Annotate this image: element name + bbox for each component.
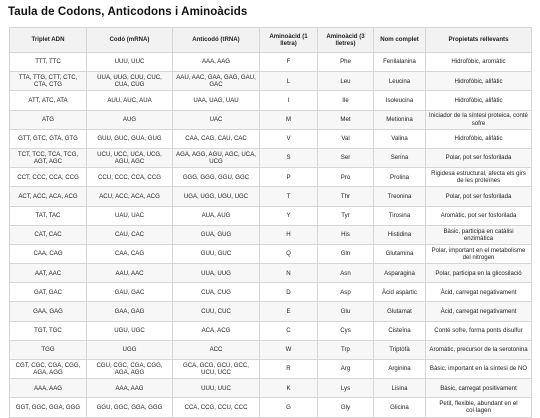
- full-name-cell: Metionina: [374, 110, 426, 129]
- properties-cell: Polar, important en el metabolisme del nitrogen: [426, 244, 532, 263]
- dna-triplet-cell: AAA, AAG: [10, 379, 87, 398]
- full-name-cell: Treonina: [374, 187, 426, 206]
- full-name-cell: Leucina: [374, 72, 426, 91]
- dna-triplet-cell: TAT, TAC: [10, 206, 87, 225]
- page-title: Taula de Codons, Anticodons i Aminoàcids: [8, 6, 248, 18]
- column-header-full-name: Nom complet: [374, 28, 426, 53]
- anticodon-cell: ACC: [173, 340, 260, 359]
- codon-cell: GAU, GAC: [87, 283, 173, 302]
- dna-triplet-cell: TGT, TGC: [10, 321, 87, 340]
- table-row: [10, 360, 532, 379]
- properties-cell: Conté sofre, forma ponts disulfur: [426, 321, 532, 340]
- full-name-cell: Valina: [374, 129, 426, 148]
- codon-cell: UGG: [87, 340, 173, 359]
- aa-three-letter-cell: Ile: [318, 91, 374, 110]
- codon-cell: ACU, ACC, ACA, ACG: [87, 187, 173, 206]
- aa-one-letter-cell: D: [260, 283, 318, 302]
- dna-triplet-cell: GTT, GTC, GTA, GTG: [10, 129, 87, 148]
- codon-table: [9, 27, 532, 418]
- dna-triplet-cell: TTT, TTC: [10, 53, 87, 72]
- aa-one-letter-cell: I: [260, 91, 318, 110]
- aa-three-letter-cell: Gln: [318, 244, 374, 263]
- dna-triplet-cell: AAT, AAC: [10, 264, 87, 283]
- codon-cell: GGU, GGC, GGA, GGG: [87, 398, 173, 417]
- anticodon-cell: ACA, ACG: [173, 321, 260, 340]
- anticodon-cell: UGA, UGG, UGU, UGC: [173, 187, 260, 206]
- table-body: [10, 53, 532, 418]
- aa-three-letter-cell: Arg: [318, 360, 374, 379]
- aa-one-letter-cell: H: [260, 225, 318, 244]
- column-header-properties: Propietats rellevants: [426, 28, 532, 53]
- codon-cell: AUU, AUC, AUA: [87, 91, 173, 110]
- anticodon-cell: UUA, UUG: [173, 264, 260, 283]
- table-row: [10, 148, 532, 167]
- anticodon-cell: CAA, CAG, CAU, CAC: [173, 129, 260, 148]
- codon-cell: CGU, CGC, CGA, CGG, AGA, AGG: [87, 360, 173, 379]
- properties-cell: Bàsic, carregat positivament: [426, 379, 532, 398]
- dna-triplet-cell: TGG: [10, 340, 87, 359]
- dna-triplet-cell: GAT, GAC: [10, 283, 87, 302]
- anticodon-cell: GGG, GGG, GGU, GGC: [173, 168, 260, 187]
- codon-cell: UGU, UGC: [87, 321, 173, 340]
- aa-three-letter-cell: Tyr: [318, 206, 374, 225]
- aa-three-letter-cell: Ser: [318, 148, 374, 167]
- properties-cell: Hidrofòbic, alifàtic: [426, 91, 532, 110]
- full-name-cell: Isoleucina: [374, 91, 426, 110]
- dna-triplet-cell: ACT, ACC, ACA, ACG: [10, 187, 87, 206]
- aa-three-letter-cell: Cys: [318, 321, 374, 340]
- aa-one-letter-cell: M: [260, 110, 318, 129]
- properties-cell: Bàsic, important en la síntesi de NO: [426, 360, 532, 379]
- anticodon-cell: GUU, GUC: [173, 244, 260, 263]
- properties-cell: Polar, pot ser fosforilada: [426, 187, 532, 206]
- codon-cell: UCU, UCC, UCA, UCG, AGU, AGC: [87, 148, 173, 167]
- properties-cell: Àcid, carregat negativament: [426, 302, 532, 321]
- table-row: [10, 283, 532, 302]
- properties-cell: Aromàtic, pot ser fosforilada: [426, 206, 532, 225]
- codon-cell: AAU, AAC: [87, 264, 173, 283]
- anticodon-cell: AGA, AGG, AGU, AGC, UCA, UCG: [173, 148, 260, 167]
- aa-one-letter-cell: K: [260, 379, 318, 398]
- aa-one-letter-cell: S: [260, 148, 318, 167]
- dna-triplet-cell: ATT, ATC, ATA: [10, 91, 87, 110]
- header-row: [10, 28, 532, 53]
- dna-triplet-cell: GGT, GGC, GGA, GGG: [10, 398, 87, 417]
- aa-three-letter-cell: Asn: [318, 264, 374, 283]
- anticodon-cell: CCA, CCG, CCU, CCC: [173, 398, 260, 417]
- aa-one-letter-cell: Q: [260, 244, 318, 263]
- table-row: [10, 72, 532, 91]
- codon-cell: CAA, CAG: [87, 244, 173, 263]
- column-header-aa-three-letter: Aminoàcid (3 lletres): [318, 28, 374, 53]
- aa-one-letter-cell: V: [260, 129, 318, 148]
- column-header-aa-one-letter: Aminoàcid (1 lletra): [260, 28, 318, 53]
- anticodon-cell: UAC: [173, 110, 260, 129]
- table-row: [10, 244, 532, 263]
- anticodon-cell: AUA, AUG: [173, 206, 260, 225]
- aa-one-letter-cell: P: [260, 168, 318, 187]
- aa-one-letter-cell: E: [260, 302, 318, 321]
- properties-cell: Polar, pot ser fosforilada: [426, 148, 532, 167]
- anticodon-cell: GUA, GUG: [173, 225, 260, 244]
- table-row: [10, 225, 532, 244]
- aa-three-letter-cell: Asp: [318, 283, 374, 302]
- codon-cell: GAA, GAG: [87, 302, 173, 321]
- aa-three-letter-cell: Phe: [318, 53, 374, 72]
- codon-cell: UAU, UAC: [87, 206, 173, 225]
- aa-three-letter-cell: Gly: [318, 398, 374, 417]
- table-row: [10, 302, 532, 321]
- table-row: [10, 110, 532, 129]
- anticodon-cell: UUU, UUC: [173, 379, 260, 398]
- aa-one-letter-cell: Y: [260, 206, 318, 225]
- aa-one-letter-cell: L: [260, 72, 318, 91]
- aa-three-letter-cell: Trp: [318, 340, 374, 359]
- dna-triplet-cell: TCT, TCC, TCA, TCG, AGT, AGC: [10, 148, 87, 167]
- table-row: [10, 168, 532, 187]
- dna-triplet-cell: TTA, TTG, CTT, CTC, CTA, CTG: [10, 72, 87, 91]
- full-name-cell: Cisteïna: [374, 321, 426, 340]
- dna-triplet-cell: ATG: [10, 110, 87, 129]
- aa-three-letter-cell: Thr: [318, 187, 374, 206]
- full-name-cell: Fenilalanina: [374, 53, 426, 72]
- aa-one-letter-cell: C: [260, 321, 318, 340]
- properties-cell: Polar, participa en la glicosilació: [426, 264, 532, 283]
- table-row: [10, 53, 532, 72]
- aa-three-letter-cell: Met: [318, 110, 374, 129]
- full-name-cell: Prolina: [374, 168, 426, 187]
- codon-cell: UUA, UUG, CUU, CUC, CUA, CUG: [87, 72, 173, 91]
- table-row: [10, 398, 532, 417]
- full-name-cell: Glutamina: [374, 244, 426, 263]
- properties-cell: Aromàtic, precursor de la serotonina: [426, 340, 532, 359]
- table-row: [10, 206, 532, 225]
- table-row: [10, 187, 532, 206]
- dna-triplet-cell: CCT, CCC, CCA, CCG: [10, 168, 87, 187]
- aa-three-letter-cell: Val: [318, 129, 374, 148]
- aa-one-letter-cell: T: [260, 187, 318, 206]
- column-header-anticodon: Anticodó (tRNA): [173, 28, 260, 53]
- anticodon-cell: CUU, CUC: [173, 302, 260, 321]
- dna-triplet-cell: GAA, GAG: [10, 302, 87, 321]
- aa-one-letter-cell: W: [260, 340, 318, 359]
- full-name-cell: Arginina: [374, 360, 426, 379]
- aa-three-letter-cell: Lys: [318, 379, 374, 398]
- table-row: [10, 340, 532, 359]
- aa-three-letter-cell: Leu: [318, 72, 374, 91]
- anticodon-cell: GCA, GCG, GCU, GCC, UCU, UCC: [173, 360, 260, 379]
- codon-cell: GUU, GUC, GUA, GUG: [87, 129, 173, 148]
- aa-three-letter-cell: Pro: [318, 168, 374, 187]
- full-name-cell: Serina: [374, 148, 426, 167]
- codon-cell: UUU, UUC: [87, 53, 173, 72]
- full-name-cell: Glicina: [374, 398, 426, 417]
- table-header: [10, 28, 532, 53]
- full-name-cell: Lisina: [374, 379, 426, 398]
- aa-three-letter-cell: His: [318, 225, 374, 244]
- aa-one-letter-cell: R: [260, 360, 318, 379]
- codon-cell: AAA, AAG: [87, 379, 173, 398]
- anticodon-cell: CUA, CUG: [173, 283, 260, 302]
- codon-cell: CCU, CCC, CCA, CCG: [87, 168, 173, 187]
- codon-cell: AUG: [87, 110, 173, 129]
- properties-cell: Hidrofòbic, aromàtic: [426, 53, 532, 72]
- full-name-cell: Tirosina: [374, 206, 426, 225]
- dna-triplet-cell: CGT, CGC, CGA, CGG, AGA, AGG: [10, 360, 87, 379]
- column-header-dna-triplet: Triplet ADN: [10, 28, 87, 53]
- codon-cell: CAU, CAC: [87, 225, 173, 244]
- properties-cell: Hidrofòbic, alifàtic: [426, 129, 532, 148]
- table-row: [10, 129, 532, 148]
- table-row: [10, 91, 532, 110]
- full-name-cell: Glutamat: [374, 302, 426, 321]
- properties-cell: Àcid, carregat negativament: [426, 283, 532, 302]
- full-name-cell: Asparagina: [374, 264, 426, 283]
- aa-one-letter-cell: G: [260, 398, 318, 417]
- properties-cell: Hidrofòbic, alifàtic: [426, 72, 532, 91]
- aa-three-letter-cell: Glu: [318, 302, 374, 321]
- properties-cell: Bàsic, participa en catàlisi enzimàtica: [426, 225, 532, 244]
- aa-one-letter-cell: N: [260, 264, 318, 283]
- full-name-cell: Àcid aspàrtic: [374, 283, 426, 302]
- anticodon-cell: UAA, UAG, UAU: [173, 91, 260, 110]
- aa-one-letter-cell: F: [260, 53, 318, 72]
- column-header-codon: Codó (mRNA): [87, 28, 173, 53]
- properties-cell: Iniciador de la síntesi proteica, conté sofre: [426, 110, 532, 129]
- anticodon-cell: AAU, AAC, GAA, GAG, GAU, GAC: [173, 72, 260, 91]
- properties-cell: Rigidesa estructural, afecta els girs de les proteïnes: [426, 168, 532, 187]
- table-row: [10, 264, 532, 283]
- anticodon-cell: AAA, AAG: [173, 53, 260, 72]
- dna-triplet-cell: CAT, CAC: [10, 225, 87, 244]
- full-name-cell: Triptòfà: [374, 340, 426, 359]
- dna-triplet-cell: CAA, CAG: [10, 244, 87, 263]
- table-row: [10, 321, 532, 340]
- properties-cell: Petit, flexible, abundant en el col·lagen: [426, 398, 532, 417]
- full-name-cell: Histidina: [374, 225, 426, 244]
- table-row: [10, 379, 532, 398]
